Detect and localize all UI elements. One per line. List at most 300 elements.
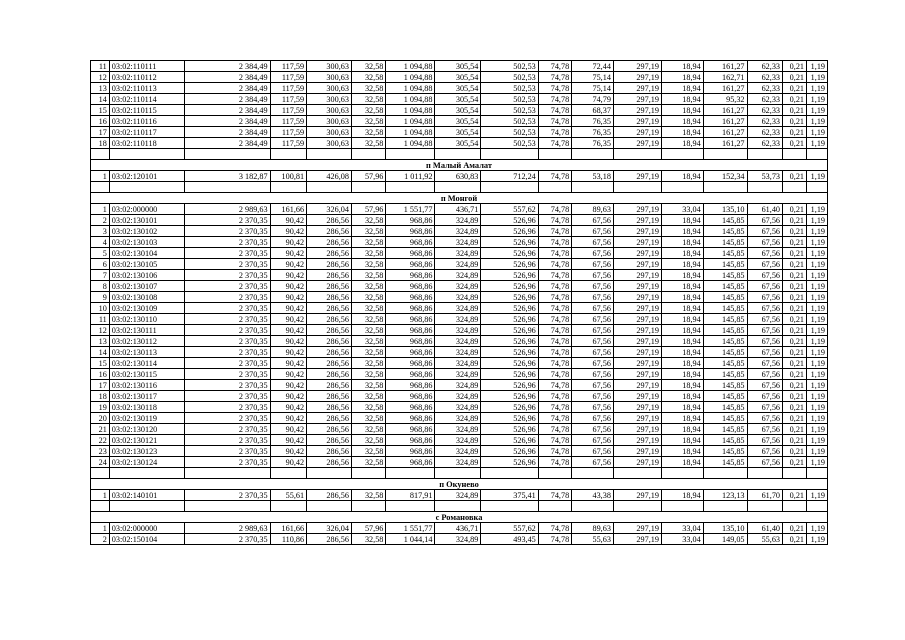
cadastral-code: 03:02:130104 <box>109 248 184 259</box>
value-cell: 1,19 <box>807 402 828 413</box>
value-cell: 74,78 <box>538 358 571 369</box>
value-cell: 32,58 <box>351 534 385 545</box>
value-cell: 305,54 <box>435 116 481 127</box>
value-cell: 67,56 <box>572 270 614 281</box>
value-cell: 324,89 <box>435 490 481 501</box>
value-cell: 67,56 <box>572 259 614 270</box>
value-cell: 32,58 <box>351 402 385 413</box>
value-cell: 305,54 <box>435 127 481 138</box>
value-cell: 324,89 <box>435 314 481 325</box>
value-cell: 968,86 <box>386 215 435 226</box>
value-cell: 297,19 <box>613 457 661 468</box>
value-cell: 32,58 <box>351 116 385 127</box>
value-cell: 2 370,35 <box>184 325 270 336</box>
value-cell: 0,21 <box>783 94 807 105</box>
value-cell: 2 370,35 <box>184 347 270 358</box>
empty-cell <box>270 468 307 479</box>
value-cell: 297,19 <box>613 325 661 336</box>
value-cell: 67,56 <box>747 226 782 237</box>
row-number: 15 <box>91 105 110 116</box>
value-cell: 61,40 <box>747 204 782 215</box>
row-number: 11 <box>91 61 110 72</box>
row-number: 12 <box>91 325 110 336</box>
value-cell: 968,86 <box>386 446 435 457</box>
value-cell: 2 370,35 <box>184 534 270 545</box>
empty-cell <box>307 468 352 479</box>
value-cell: 67,56 <box>572 281 614 292</box>
value-cell: 67,56 <box>747 336 782 347</box>
value-cell: 135,10 <box>703 523 747 534</box>
value-cell: 286,56 <box>307 358 352 369</box>
value-cell: 74,78 <box>538 215 571 226</box>
table-row <box>91 336 828 347</box>
value-cell: 145,85 <box>703 226 747 237</box>
value-cell: 18,94 <box>661 72 703 83</box>
value-cell: 1,19 <box>807 358 828 369</box>
value-cell: 67,56 <box>747 325 782 336</box>
value-cell: 74,78 <box>538 237 571 248</box>
empty-cell <box>184 182 270 193</box>
table-row <box>91 380 828 391</box>
value-cell: 968,86 <box>386 248 435 259</box>
value-cell: 1,19 <box>807 435 828 446</box>
cadastral-code: 03:02:130105 <box>109 259 184 270</box>
row-number: 11 <box>91 314 110 325</box>
value-cell: 0,21 <box>783 303 807 314</box>
value-cell: 74,78 <box>538 303 571 314</box>
value-cell: 74,78 <box>538 457 571 468</box>
empty-cell <box>661 468 703 479</box>
row-number: 21 <box>91 424 110 435</box>
value-cell: 297,19 <box>613 424 661 435</box>
value-cell: 557,62 <box>481 204 538 215</box>
value-cell: 32,58 <box>351 336 385 347</box>
value-cell: 0,21 <box>783 215 807 226</box>
cadastral-code: 03:02:110115 <box>109 105 184 116</box>
value-cell: 297,19 <box>613 314 661 325</box>
empty-cell <box>435 149 481 160</box>
value-cell: 324,89 <box>435 281 481 292</box>
value-cell: 968,86 <box>386 391 435 402</box>
value-cell: 90,42 <box>270 391 307 402</box>
value-cell: 62,33 <box>747 105 782 116</box>
value-cell: 297,19 <box>613 83 661 94</box>
value-cell: 2 370,35 <box>184 413 270 424</box>
value-cell: 286,56 <box>307 424 352 435</box>
value-cell: 297,19 <box>613 61 661 72</box>
empty-cell <box>783 182 807 193</box>
empty-cell <box>572 468 614 479</box>
value-cell: 2 370,35 <box>184 248 270 259</box>
value-cell: 2 370,35 <box>184 457 270 468</box>
empty-cell <box>661 501 703 512</box>
value-cell: 1,19 <box>807 83 828 94</box>
value-cell: 90,42 <box>270 292 307 303</box>
value-cell: 161,27 <box>703 116 747 127</box>
settlement-name: п Монгой <box>91 193 828 204</box>
value-cell: 286,56 <box>307 281 352 292</box>
value-cell: 1 094,88 <box>386 116 435 127</box>
row-number: 10 <box>91 303 110 314</box>
value-cell: 1 551,77 <box>386 204 435 215</box>
value-cell: 74,78 <box>538 226 571 237</box>
value-cell: 297,19 <box>613 413 661 424</box>
table-row <box>91 72 828 83</box>
value-cell: 2 370,35 <box>184 281 270 292</box>
value-cell: 32,58 <box>351 325 385 336</box>
value-cell: 968,86 <box>386 424 435 435</box>
value-cell: 145,85 <box>703 435 747 446</box>
spacer-row <box>91 182 828 193</box>
value-cell: 18,94 <box>661 248 703 259</box>
value-cell: 0,21 <box>783 270 807 281</box>
value-cell: 149,05 <box>703 534 747 545</box>
value-cell: 300,63 <box>307 116 352 127</box>
value-cell: 62,33 <box>747 83 782 94</box>
empty-cell <box>481 182 538 193</box>
row-number: 17 <box>91 127 110 138</box>
value-cell: 145,85 <box>703 413 747 424</box>
value-cell: 67,56 <box>747 314 782 325</box>
value-cell: 18,94 <box>661 61 703 72</box>
value-cell: 1,19 <box>807 446 828 457</box>
value-cell: 72,44 <box>572 61 614 72</box>
value-cell: 2 370,35 <box>184 380 270 391</box>
row-number: 1 <box>91 204 110 215</box>
table-row <box>91 303 828 314</box>
value-cell: 526,96 <box>481 457 538 468</box>
cadastral-code: 03:02:130115 <box>109 369 184 380</box>
data-table <box>90 60 828 545</box>
empty-cell <box>613 501 661 512</box>
value-cell: 162,71 <box>703 72 747 83</box>
value-cell: 32,58 <box>351 83 385 94</box>
value-cell: 90,42 <box>270 281 307 292</box>
empty-cell <box>661 182 703 193</box>
value-cell: 2 384,49 <box>184 83 270 94</box>
value-cell: 67,56 <box>747 215 782 226</box>
value-cell: 32,58 <box>351 391 385 402</box>
value-cell: 33,04 <box>661 204 703 215</box>
empty-cell <box>613 149 661 160</box>
value-cell: 1,19 <box>807 424 828 435</box>
value-cell: 117,59 <box>270 105 307 116</box>
value-cell: 67,56 <box>572 347 614 358</box>
row-number: 17 <box>91 380 110 391</box>
value-cell: 526,96 <box>481 314 538 325</box>
table-row <box>91 61 828 72</box>
value-cell: 817,91 <box>386 490 435 501</box>
value-cell: 18,94 <box>661 259 703 270</box>
empty-cell <box>184 468 270 479</box>
value-cell: 67,56 <box>572 413 614 424</box>
value-cell: 74,78 <box>538 116 571 127</box>
value-cell: 161,27 <box>703 138 747 149</box>
value-cell: 0,21 <box>783 391 807 402</box>
value-cell: 32,58 <box>351 303 385 314</box>
value-cell: 67,56 <box>747 281 782 292</box>
value-cell: 117,59 <box>270 94 307 105</box>
value-cell: 74,78 <box>538 413 571 424</box>
value-cell: 90,42 <box>270 226 307 237</box>
table-row <box>91 391 828 402</box>
value-cell: 18,94 <box>661 270 703 281</box>
value-cell: 61,70 <box>747 490 782 501</box>
empty-cell <box>703 501 747 512</box>
value-cell: 145,85 <box>703 259 747 270</box>
value-cell: 67,56 <box>572 303 614 314</box>
value-cell: 1,19 <box>807 237 828 248</box>
value-cell: 1,19 <box>807 336 828 347</box>
empty-cell <box>481 501 538 512</box>
value-cell: 1 011,92 <box>386 171 435 182</box>
row-number: 5 <box>91 248 110 259</box>
value-cell: 968,86 <box>386 314 435 325</box>
table-row <box>91 325 828 336</box>
value-cell: 968,86 <box>386 435 435 446</box>
value-cell: 1,19 <box>807 347 828 358</box>
value-cell: 100,81 <box>270 171 307 182</box>
table-row <box>91 435 828 446</box>
value-cell: 74,78 <box>538 292 571 303</box>
value-cell: 324,89 <box>435 534 481 545</box>
empty-cell <box>783 149 807 160</box>
value-cell: 297,19 <box>613 435 661 446</box>
value-cell: 32,58 <box>351 435 385 446</box>
value-cell: 90,42 <box>270 237 307 248</box>
value-cell: 18,94 <box>661 435 703 446</box>
table-row <box>91 226 828 237</box>
table-row <box>91 281 828 292</box>
value-cell: 305,54 <box>435 94 481 105</box>
value-cell: 18,94 <box>661 446 703 457</box>
value-cell: 1,19 <box>807 204 828 215</box>
value-cell: 526,96 <box>481 270 538 281</box>
value-cell: 74,78 <box>538 347 571 358</box>
table-row <box>91 446 828 457</box>
value-cell: 2 370,35 <box>184 490 270 501</box>
empty-cell <box>91 149 110 160</box>
value-cell: 712,24 <box>481 171 538 182</box>
table-row <box>91 127 828 138</box>
value-cell: 2 370,35 <box>184 303 270 314</box>
empty-cell <box>807 468 828 479</box>
value-cell: 74,78 <box>538 369 571 380</box>
row-number: 12 <box>91 72 110 83</box>
value-cell: 74,78 <box>538 534 571 545</box>
row-number: 7 <box>91 270 110 281</box>
section-header-row <box>91 193 828 204</box>
value-cell: 90,42 <box>270 424 307 435</box>
value-cell: 145,85 <box>703 314 747 325</box>
value-cell: 297,19 <box>613 369 661 380</box>
value-cell: 436,71 <box>435 523 481 534</box>
empty-cell <box>783 468 807 479</box>
value-cell: 57,96 <box>351 523 385 534</box>
value-cell: 2 370,35 <box>184 270 270 281</box>
value-cell: 2 370,35 <box>184 336 270 347</box>
value-cell: 67,56 <box>572 446 614 457</box>
value-cell: 1,19 <box>807 281 828 292</box>
cadastral-code: 03:02:110118 <box>109 138 184 149</box>
value-cell: 117,59 <box>270 138 307 149</box>
value-cell: 968,86 <box>386 281 435 292</box>
value-cell: 117,59 <box>270 61 307 72</box>
value-cell: 67,56 <box>572 248 614 259</box>
value-cell: 67,56 <box>747 391 782 402</box>
value-cell: 76,35 <box>572 127 614 138</box>
row-number: 14 <box>91 94 110 105</box>
value-cell: 53,73 <box>747 171 782 182</box>
value-cell: 32,58 <box>351 380 385 391</box>
value-cell: 526,96 <box>481 226 538 237</box>
value-cell: 67,56 <box>572 237 614 248</box>
value-cell: 436,71 <box>435 204 481 215</box>
value-cell: 1,19 <box>807 413 828 424</box>
value-cell: 18,94 <box>661 402 703 413</box>
value-cell: 2 370,35 <box>184 435 270 446</box>
value-cell: 297,19 <box>613 259 661 270</box>
value-cell: 0,21 <box>783 281 807 292</box>
table-row <box>91 83 828 94</box>
value-cell: 18,94 <box>661 83 703 94</box>
row-number: 3 <box>91 226 110 237</box>
value-cell: 32,58 <box>351 457 385 468</box>
value-cell: 526,96 <box>481 402 538 413</box>
value-cell: 33,04 <box>661 523 703 534</box>
value-cell: 526,96 <box>481 358 538 369</box>
value-cell: 74,78 <box>538 127 571 138</box>
table-row <box>91 171 828 182</box>
row-number: 15 <box>91 358 110 369</box>
value-cell: 74,78 <box>538 391 571 402</box>
value-cell: 74,78 <box>538 105 571 116</box>
empty-cell <box>435 182 481 193</box>
empty-cell <box>184 149 270 160</box>
table-row <box>91 523 828 534</box>
value-cell: 90,42 <box>270 303 307 314</box>
empty-cell <box>613 468 661 479</box>
value-cell: 2 370,35 <box>184 292 270 303</box>
value-cell: 0,21 <box>783 325 807 336</box>
value-cell: 324,89 <box>435 336 481 347</box>
value-cell: 286,56 <box>307 413 352 424</box>
value-cell: 55,63 <box>747 534 782 545</box>
row-number: 19 <box>91 402 110 413</box>
row-number: 1 <box>91 523 110 534</box>
value-cell: 2 370,35 <box>184 402 270 413</box>
value-cell: 2 370,35 <box>184 237 270 248</box>
value-cell: 3 182,87 <box>184 171 270 182</box>
value-cell: 324,89 <box>435 413 481 424</box>
value-cell: 502,53 <box>481 72 538 83</box>
value-cell: 75,14 <box>572 83 614 94</box>
empty-cell <box>91 501 110 512</box>
value-cell: 90,42 <box>270 336 307 347</box>
value-cell: 305,54 <box>435 138 481 149</box>
value-cell: 0,21 <box>783 380 807 391</box>
value-cell: 68,37 <box>572 105 614 116</box>
table-row <box>91 204 828 215</box>
value-cell: 0,21 <box>783 226 807 237</box>
value-cell: 74,78 <box>538 138 571 149</box>
table-row <box>91 105 828 116</box>
value-cell: 145,85 <box>703 303 747 314</box>
value-cell: 62,33 <box>747 116 782 127</box>
value-cell: 2 370,35 <box>184 369 270 380</box>
table-row <box>91 248 828 259</box>
empty-cell <box>109 149 184 160</box>
value-cell: 61,40 <box>747 523 782 534</box>
value-cell: 1,19 <box>807 259 828 270</box>
value-cell: 297,19 <box>613 226 661 237</box>
cadastral-code: 03:02:120101 <box>109 171 184 182</box>
table-row <box>91 116 828 127</box>
value-cell: 526,96 <box>481 424 538 435</box>
value-cell: 95,32 <box>703 94 747 105</box>
empty-cell <box>572 149 614 160</box>
value-cell: 161,27 <box>703 61 747 72</box>
value-cell: 324,89 <box>435 347 481 358</box>
value-cell: 0,21 <box>783 347 807 358</box>
value-cell: 32,58 <box>351 248 385 259</box>
cadastral-code: 03:02:000000 <box>109 523 184 534</box>
value-cell: 32,58 <box>351 215 385 226</box>
value-cell: 630,83 <box>435 171 481 182</box>
value-cell: 297,19 <box>613 72 661 83</box>
value-cell: 32,58 <box>351 292 385 303</box>
row-number: 8 <box>91 281 110 292</box>
cadastral-code: 03:02:130108 <box>109 292 184 303</box>
value-cell: 67,56 <box>747 237 782 248</box>
value-cell: 968,86 <box>386 358 435 369</box>
empty-cell <box>109 182 184 193</box>
value-cell: 300,63 <box>307 61 352 72</box>
cadastral-code: 03:02:110112 <box>109 72 184 83</box>
row-number: 1 <box>91 171 110 182</box>
value-cell: 90,42 <box>270 457 307 468</box>
value-cell: 300,63 <box>307 94 352 105</box>
value-cell: 1 551,77 <box>386 523 435 534</box>
value-cell: 286,56 <box>307 402 352 413</box>
row-number: 22 <box>91 435 110 446</box>
empty-cell <box>386 468 435 479</box>
value-cell: 32,58 <box>351 72 385 83</box>
value-cell: 18,94 <box>661 292 703 303</box>
cadastral-code: 03:02:000000 <box>109 204 184 215</box>
empty-cell <box>351 182 385 193</box>
value-cell: 1,19 <box>807 72 828 83</box>
value-cell: 1,19 <box>807 303 828 314</box>
value-cell: 326,04 <box>307 523 352 534</box>
cadastral-code: 03:02:110111 <box>109 61 184 72</box>
value-cell: 18,94 <box>661 325 703 336</box>
value-cell: 324,89 <box>435 270 481 281</box>
empty-cell <box>538 182 571 193</box>
value-cell: 1,19 <box>807 391 828 402</box>
value-cell: 74,78 <box>538 61 571 72</box>
value-cell: 74,79 <box>572 94 614 105</box>
value-cell: 0,21 <box>783 105 807 116</box>
value-cell: 0,21 <box>783 116 807 127</box>
value-cell: 502,53 <box>481 83 538 94</box>
value-cell: 67,56 <box>747 347 782 358</box>
value-cell: 324,89 <box>435 369 481 380</box>
empty-cell <box>481 468 538 479</box>
value-cell: 67,56 <box>572 336 614 347</box>
value-cell: 90,42 <box>270 215 307 226</box>
empty-cell <box>307 501 352 512</box>
